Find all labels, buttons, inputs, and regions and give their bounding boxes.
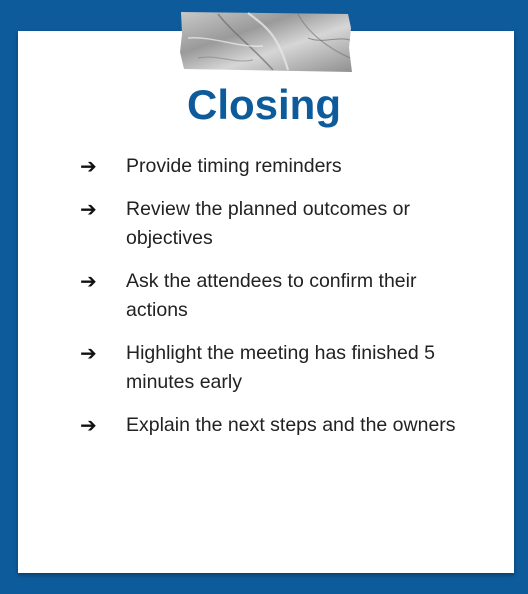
bullet-text: Ask the attendees to confirm their actions [126,270,417,321]
bullet-text: Highlight the meeting has finished 5 minutes early [126,342,435,393]
right-arrow-icon: ➔ [80,197,97,221]
right-arrow-icon: ➔ [80,154,97,178]
tape-strip-icon [178,8,354,74]
bullet-list [80,152,480,454]
bullet-item [80,411,480,440]
bullet-text: Review the planned outcomes or objectives [126,198,410,249]
slide-title: Closing [187,81,341,128]
right-arrow-icon: ➔ [80,341,97,365]
bullet-text: Provide timing reminders [126,155,342,177]
bullet-text: Explain the next steps and the owners [126,414,456,436]
right-arrow-icon: ➔ [80,269,97,293]
bullet-item [80,195,480,253]
bullet-item [80,267,480,325]
bullet-item [80,152,480,181]
bullet-item [80,339,480,397]
right-arrow-icon: ➔ [80,413,97,437]
